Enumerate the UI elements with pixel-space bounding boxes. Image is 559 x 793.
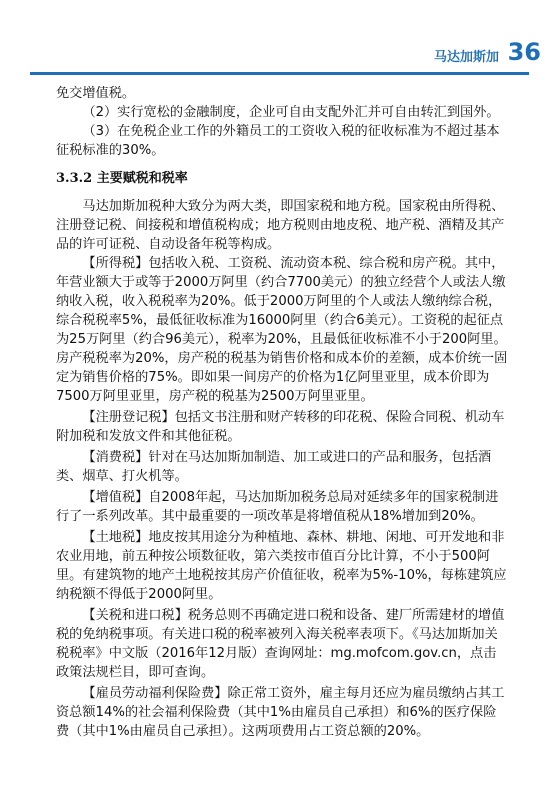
paragraph-vat: 【增值税】自2008年起，马达加斯加税务总局对延续多年的国家税制进行了一系列改革。其中最重要的一项改革是将增值税从18%增加到20%。 [56,490,499,524]
paragraph-customs-duty: 【关税和进口税】税务总则不再确定进口税和设备、建厂所需建材的增值税的免纳税事项。有关进口税的税率被列入海关税率表项下。《马达加斯加关税税率》中文版（2016年12月版）查询网址：mg.mofcom.gov.cn，点击政策法规栏目，即可查询。 [56,608,505,680]
page-content [56,84,508,741]
paragraph-tax-categories: 马达加斯加税种大致分为两大类，即国家税和地方税。国家税由所得税、注册登记税、间接税和增值税构成；地方税则由地皮税、地产税、酒精及其产品的许可证税、自动设备年税等构成。 [56,199,505,252]
paragraph-employee-insurance: 【雇员劳动福利保险费】除正常工资外，雇主每月还应为雇员缴纳占其工资总额14%的社会福利保险费（其中1%由雇员自己承担）和6%的医疗保险费（其中1%由雇员自己承担）。这两项费用占工资总额的20%。 [56,686,505,739]
header-rule [30,72,529,75]
paragraph-income-tax: 【所得税】包括收入税、工资税、流动资本税、综合税和房产税。其中，年营业额大于或等于2000万阿里（约合7700美元）的独立经营个人或法人缴纳收入税，收入税税率为20%。低于2000万阿里的个人或法人缴纳综合税，综合税税率5%，最低征收标准为16000阿里（约合6美元）。工资税的起征点为25万阿里（约合96美元），税率为20%，且最低征收标准不小于200阿里。房产税税率为20%，房产税的税基为销售价格和成本价的差额，成本价统一固定为销售价格的75%。即如果一间房产的价格为1亿阿里亚里，成本价即为7500万阿里亚里，房产税的税基为2500万阿里亚里。 [56,256,508,404]
header-title: 马达加斯加 [433,50,499,65]
section-heading: 3.3.2 主要赋税和税率 [56,171,188,186]
paragraph-foreign-employee-tax: （3）在免税企业工作的外籍员工的工资收入税的征收标准为不超过基本征税标准的30%。 [56,124,500,158]
page-number: 36 [507,38,541,66]
paragraph-continuation: 免交增值税。 [56,86,136,101]
paragraph-land-tax: 【土地税】地皮按其用途分为种植地、森林、耕地、闲地、可开发地和非农业用地，前五种按公顷数征收，第六类按市值百分比计算，不小于500阿里。有建筑物的地产土地税按其房产价值征收，税率为5%-10%，每栋建筑应纳税额不得低于2000阿里。 [56,530,507,602]
paragraph-registration-tax: 【注册登记税】包括文书注册和财产转移的印花税、保险合同税、机动车附加税和发放文件和其他征税。 [56,410,505,444]
paragraph-financial-system: （2）实行宽松的金融制度，企业可自由支配外汇并可自由转汇到国外。 [82,105,500,120]
paragraph-consumption-tax: 【消费税】针对在马达加斯加制造、加工或进口的产品和服务，包括酒类、烟草、打火机等。 [56,450,492,484]
